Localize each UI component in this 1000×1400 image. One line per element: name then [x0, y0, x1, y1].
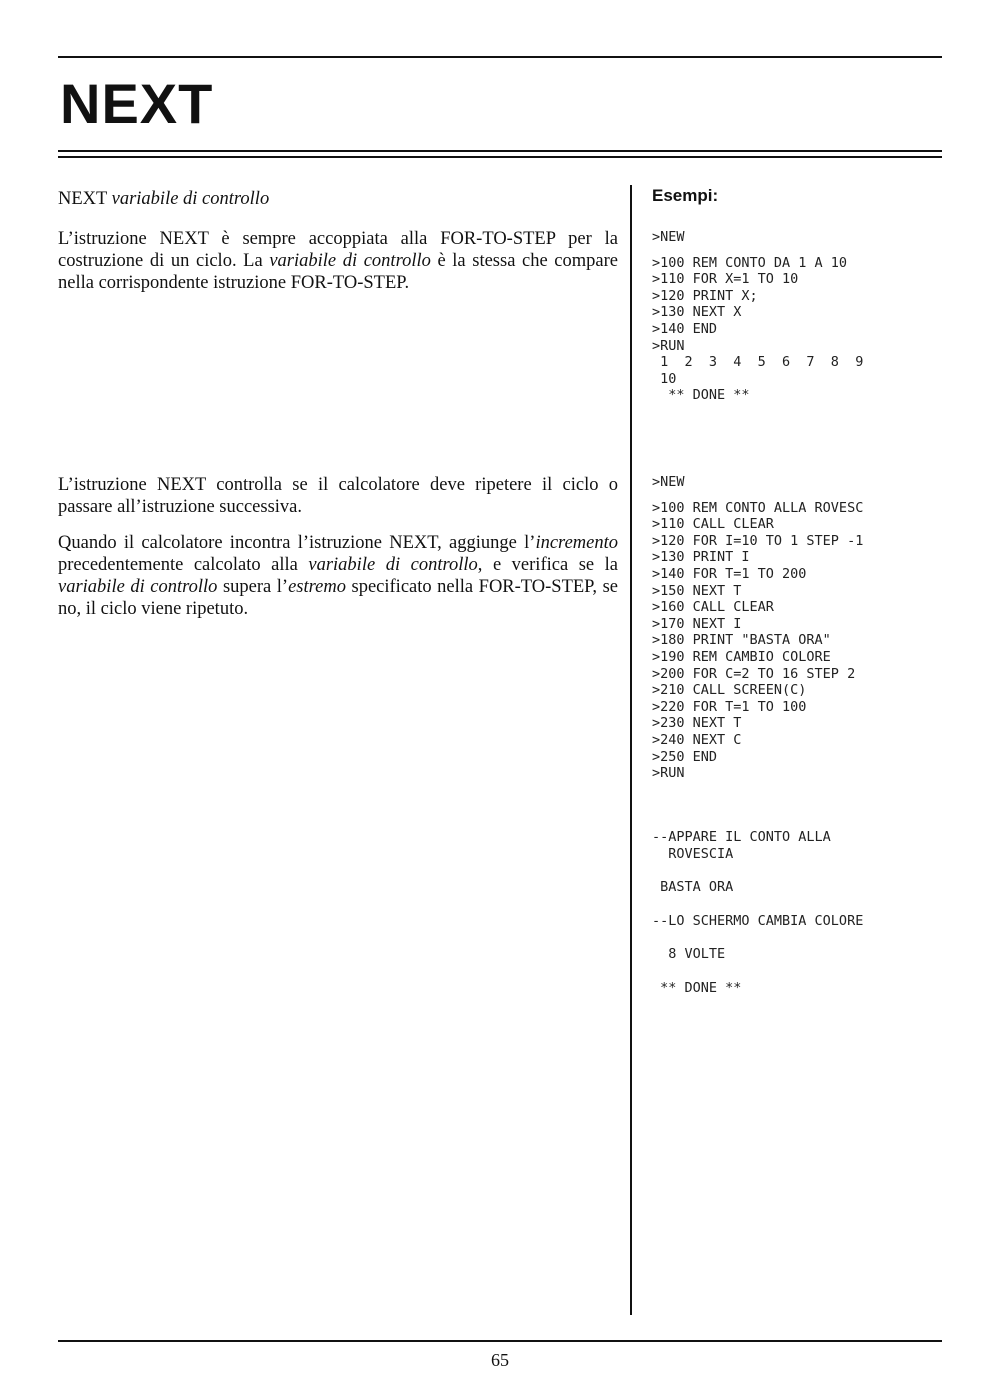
paragraph-3 [58, 532, 618, 620]
p3-emphasis-4: estremo [288, 577, 346, 597]
syntax-block [58, 188, 618, 224]
p3-emphasis-3: variabile di controllo [58, 577, 218, 597]
section-2 [58, 474, 618, 634]
examples-heading-block [652, 186, 942, 206]
section-1 [58, 228, 618, 308]
page-number: 65 [491, 1350, 509, 1370]
p3-text-e: specificato nella FOR-TO-STEP, se no, il ciclo viene ripetuto. [58, 577, 618, 619]
example-2 [652, 474, 942, 782]
output-basta-ora: BASTA ORA [652, 879, 734, 896]
examples-heading: Esempi: [652, 186, 719, 205]
example-2-output [652, 829, 942, 997]
paragraph-1 [58, 228, 618, 294]
example-2-listing: >100 REM CONTO ALLA ROVESC >110 CALL CLEAR >120 FOR I=10 TO 1 STEP -1 >130 PRINT I >140 FOR T=1 TO 200 >150 NEXT T >160 CALL CLEAR >170 NEXT I >180 PRINT "BASTA ORA" >190 REM CAMBIO COLORE >200 FOR C=2 TO 16 STEP 2 >210 CALL SCREEN(C) >220 FOR T=1 TO 100 >230 NEXT T >240 NEXT C >250 END >RUN [652, 499, 864, 782]
p1-text-a: L’istruzione NEXT è sempre accoppiata alla FOR-TO-STEP per la costruzione di un ciclo. La [58, 229, 618, 271]
p3-emphasis-1: incremento [535, 533, 618, 553]
p3-text-c: , e verifica se la [477, 555, 618, 575]
paragraph-2: L’istruzione NEXT controlla se il calcolatore deve ripetere il ciclo o passare all’istruzione successiva. [58, 475, 618, 517]
output-screen-note: --LO SCHERMO CAMBIA COLORE [652, 912, 864, 929]
p3-text-a: Quando il calcolatore incontra l’istruzione NEXT, aggiunge l’ [58, 533, 536, 553]
page-title: NEXT [60, 72, 214, 135]
example-1-new: >NEW [652, 229, 685, 245]
example-2-new: >NEW [652, 474, 685, 490]
p3-text-d: supera l’ [217, 577, 289, 597]
column-divider [630, 185, 632, 1315]
syntax-keyword: NEXT [58, 189, 107, 209]
output-done: ** DONE ** [652, 979, 742, 996]
title-double-rule-bottom [58, 156, 942, 158]
bottom-rule [58, 1340, 942, 1342]
p1-text-b: è la stessa che compare nella corrispondente istruzione FOR-TO-STEP. [58, 251, 618, 293]
p3-emphasis-2: variabile di controllo [308, 555, 478, 575]
example-1 [652, 229, 942, 404]
output-8-volte: 8 VOLTE [652, 946, 726, 963]
p1-emphasis: variabile di controllo [269, 251, 431, 271]
example-1-listing: >100 REM CONTO DA 1 A 10 >110 FOR X=1 TO 10 >120 PRINT X; >130 NEXT X >140 END >RUN 1 2 3 4 5 6 7 8 9 10 ** DONE ** [652, 254, 864, 404]
syntax-param: variabile di controllo [111, 189, 270, 209]
p3-text-b: precedentemente calcolato alla [58, 555, 309, 575]
output-countdown-note: --APPARE IL CONTO ALLA ROVESCIA [652, 829, 831, 862]
title-double-rule-top [58, 150, 942, 152]
top-rule [58, 56, 942, 58]
syntax-line [58, 188, 618, 210]
